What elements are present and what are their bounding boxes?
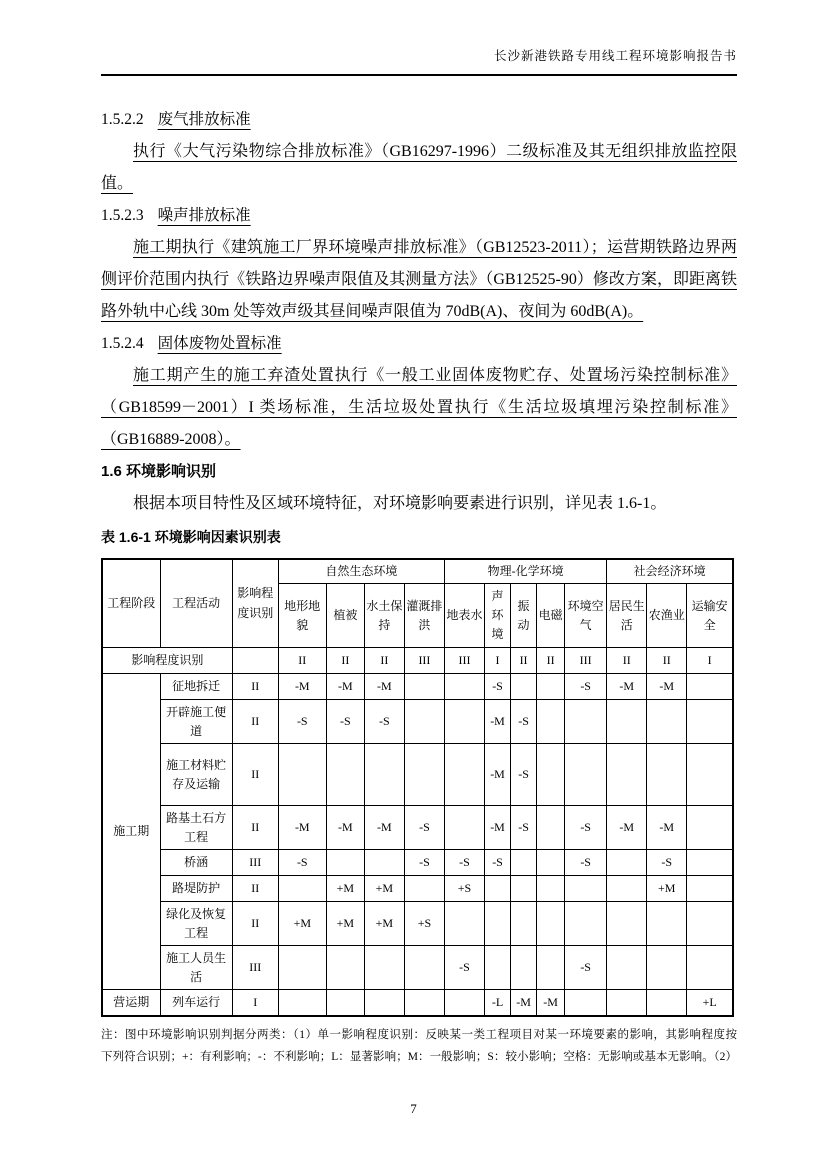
table-cell: -M xyxy=(647,806,687,850)
table-cell: -M xyxy=(326,806,364,850)
table-cell: I xyxy=(485,648,511,674)
table-cell xyxy=(444,700,484,744)
table-cell: -M xyxy=(607,806,647,850)
table-cell: -S xyxy=(364,700,404,744)
table-cell: -S xyxy=(404,806,444,850)
table-cell: -M xyxy=(485,700,511,744)
table-cell xyxy=(444,990,484,1016)
table-cell xyxy=(364,946,404,990)
table-cell xyxy=(444,744,484,806)
table-cell: III xyxy=(404,648,444,674)
header-degree: 影响程度识别 xyxy=(232,559,278,648)
document-title: 长沙新港铁路专用线工程环境影响报告书 xyxy=(493,49,737,63)
header-factor: 水土保持 xyxy=(364,584,404,648)
table-cell: -M xyxy=(364,674,404,700)
table-cell xyxy=(537,674,565,700)
table-cell: -S xyxy=(485,850,511,876)
section-number: 1.5.2.4 xyxy=(101,335,144,352)
table-cell: -M xyxy=(511,990,537,1016)
section-heading-1523 xyxy=(101,200,737,232)
activity-cell: 路堤防护 xyxy=(160,876,232,902)
section-heading-16 xyxy=(101,456,737,488)
degree-identification-row xyxy=(102,648,733,674)
table-cell: -S xyxy=(278,700,326,744)
table-cell: +S xyxy=(404,902,444,946)
table-cell xyxy=(687,876,733,902)
table-cell: +S xyxy=(444,876,484,902)
table-cell xyxy=(511,876,537,902)
table-cell xyxy=(647,990,687,1016)
table-cell: -S xyxy=(444,946,484,990)
section-paragraph-1523 xyxy=(101,232,737,328)
degree-cell: I xyxy=(232,990,278,1016)
header-factor: 植被 xyxy=(326,584,364,648)
section-paragraph-1522 xyxy=(101,136,737,200)
table-cell: +M xyxy=(326,876,364,902)
table-cell: -S xyxy=(647,850,687,876)
table-cell xyxy=(485,902,511,946)
table-row xyxy=(102,700,733,744)
table-cell xyxy=(511,850,537,876)
table-cell: -S xyxy=(511,806,537,850)
table-cell xyxy=(485,876,511,902)
stage-label-operation: 营运期 xyxy=(102,990,160,1016)
section-number: 1.5.2.3 xyxy=(101,207,144,224)
paragraph-text: 施工期执行《建筑施工厂界环境噪声排放标准》（GB12523-2011）；运营期铁路边界两侧评价范围内执行《铁路边界噪声限值及其测量方法》（GB12525-90）修改方案，即距离铁路外轨中心线 30m 处等效声级其昼间噪声限值为 70dB(A)、夜间为 60dB(A)。 xyxy=(101,239,737,320)
table-cell: III xyxy=(565,648,607,674)
table-cell xyxy=(607,744,647,806)
table-cell: -M xyxy=(485,806,511,850)
page-number: 7 xyxy=(410,1101,417,1116)
table-caption: 表 1.6-1 环境影响因素识别表 xyxy=(101,529,281,545)
table-cell xyxy=(607,990,647,1016)
activity-cell: 施工材料贮存及运输 xyxy=(160,744,232,806)
table-cell xyxy=(687,674,733,700)
table-row xyxy=(102,876,733,902)
table-cell: -M xyxy=(326,674,364,700)
footnote-line-2: 下列符合识别；+：有利影响；-：不利影响；L：显著影响；M：一般影响；S：较小影响；空格：无影响或基本无影响。（2） xyxy=(101,1050,737,1063)
table-cell xyxy=(278,876,326,902)
table-cell: II xyxy=(364,648,404,674)
table-cell: -S xyxy=(404,850,444,876)
table-cell: +M xyxy=(326,902,364,946)
section-title: 噪声排放标准 xyxy=(157,207,251,224)
section-paragraph-16 xyxy=(101,488,737,520)
section-number: 1.5.2.2 xyxy=(101,111,144,128)
table-cell: -M xyxy=(364,806,404,850)
table-cell xyxy=(687,806,733,850)
header-factor: 地形地貌 xyxy=(278,584,326,648)
table-cell: -M xyxy=(607,674,647,700)
table-cell xyxy=(565,902,607,946)
header-group-physical: 物理-化学环境 xyxy=(444,559,606,584)
table-cell xyxy=(278,744,326,806)
table-cell xyxy=(537,700,565,744)
degree-cell: II xyxy=(232,674,278,700)
section-paragraph-1524 xyxy=(101,360,737,456)
table-cell xyxy=(565,990,607,1016)
table-cell: +L xyxy=(687,990,733,1016)
degree-cell: III xyxy=(232,850,278,876)
table-cell: -S xyxy=(485,674,511,700)
table-cell xyxy=(364,850,404,876)
table-cell: II xyxy=(511,648,537,674)
table-cell xyxy=(278,946,326,990)
table-row xyxy=(102,744,733,806)
table-row xyxy=(102,902,733,946)
header-factor: 居民生活 xyxy=(607,584,647,648)
activity-cell: 征地拆迁 xyxy=(160,674,232,700)
table-cell xyxy=(687,946,733,990)
table-cell xyxy=(687,700,733,744)
header-factor: 声环境 xyxy=(485,584,511,648)
section-heading-1524 xyxy=(101,328,737,360)
table-cell xyxy=(485,946,511,990)
table-cell: II xyxy=(647,648,687,674)
table-cell xyxy=(537,806,565,850)
activity-cell: 桥涵 xyxy=(160,850,232,876)
table-cell xyxy=(647,946,687,990)
table-cell: -M xyxy=(278,806,326,850)
section-number: 1.6 xyxy=(101,463,122,480)
table-row xyxy=(102,946,733,990)
table-cell: +M xyxy=(647,876,687,902)
table-cell xyxy=(647,902,687,946)
degree-cell: III xyxy=(232,946,278,990)
degree-cell: II xyxy=(232,902,278,946)
table-cell xyxy=(687,902,733,946)
table-cell: II xyxy=(537,648,565,674)
activity-cell: 路基土石方工程 xyxy=(160,806,232,850)
table-row xyxy=(102,806,733,850)
table-cell: -M xyxy=(278,674,326,700)
table-row xyxy=(102,674,733,700)
header-group-natural: 自然生态环境 xyxy=(278,559,444,584)
table-cell: +M xyxy=(364,902,404,946)
section-title: 废气排放标准 xyxy=(157,111,251,128)
table-cell xyxy=(326,744,364,806)
table-cell xyxy=(607,946,647,990)
header-stage: 工程阶段 xyxy=(102,559,160,648)
table-cell xyxy=(537,946,565,990)
paragraph-text: 施工期产生的施工弃渣处置执行《一般工业固体废物贮存、处置场污染控制标准》（GB18599－2001）I 类场标准，生活垃圾处置执行《生活垃圾填埋污染控制标准》（GB16889-2008）。 xyxy=(101,367,737,448)
section-title: 环境影响识别 xyxy=(126,463,217,480)
table-cell: -S xyxy=(565,674,607,700)
table-row xyxy=(102,850,733,876)
table-cell: -S xyxy=(326,700,364,744)
table-cell xyxy=(444,806,484,850)
table-cell xyxy=(444,674,484,700)
table-cell xyxy=(537,876,565,902)
table-cell: -S xyxy=(565,946,607,990)
table-footnote xyxy=(101,1024,737,1068)
activity-cell: 列车运行 xyxy=(160,990,232,1016)
table-cell: III xyxy=(444,648,484,674)
table-cell xyxy=(326,990,364,1016)
table-cell xyxy=(687,850,733,876)
table-cell: -S xyxy=(511,700,537,744)
table-cell xyxy=(647,700,687,744)
impact-identification-table xyxy=(101,558,734,1017)
table-cell xyxy=(364,744,404,806)
header-factor: 环境空气 xyxy=(565,584,607,648)
table-cell xyxy=(687,744,733,806)
table-cell: -M xyxy=(647,674,687,700)
table-cell xyxy=(444,902,484,946)
table-cell xyxy=(511,902,537,946)
table-group-header-row xyxy=(102,559,733,584)
table-cell xyxy=(537,744,565,806)
table-row xyxy=(102,990,733,1016)
table-cell: -S xyxy=(565,806,607,850)
table-cell xyxy=(607,700,647,744)
table-cell: -S xyxy=(278,850,326,876)
table-cell: -S xyxy=(565,850,607,876)
table-cell xyxy=(565,700,607,744)
table-cell xyxy=(511,674,537,700)
table-cell xyxy=(232,648,278,674)
table-cell xyxy=(537,902,565,946)
header-group-social: 社会经济环境 xyxy=(607,559,733,584)
table-cell xyxy=(565,744,607,806)
degree-cell: II xyxy=(232,700,278,744)
table-cell xyxy=(278,990,326,1016)
activity-cell: 施工人员生活 xyxy=(160,946,232,990)
degree-row-label: 影响程度识别 xyxy=(102,648,232,674)
paragraph-text: 根据本项目特性及区域环境特征，对环境影响要素进行识别，详见表 1.6-1。 xyxy=(133,495,667,512)
table-cell: -M xyxy=(485,744,511,806)
table-cell xyxy=(364,990,404,1016)
table-cell: II xyxy=(326,648,364,674)
section-title: 固体废物处置标准 xyxy=(157,335,282,352)
table-cell xyxy=(404,700,444,744)
table-cell: -L xyxy=(485,990,511,1016)
degree-cell: II xyxy=(232,744,278,806)
section-heading-1522 xyxy=(101,104,737,136)
header-factor: 农渔业 xyxy=(647,584,687,648)
activity-cell: 绿化及恢复工程 xyxy=(160,902,232,946)
table-cell xyxy=(647,744,687,806)
table-cell: -S xyxy=(444,850,484,876)
table-cell xyxy=(565,876,607,902)
table-cell xyxy=(511,946,537,990)
table-cell xyxy=(607,876,647,902)
table-cell: I xyxy=(687,648,733,674)
table-cell xyxy=(607,850,647,876)
header-factor: 振动 xyxy=(511,584,537,648)
header-activity: 工程活动 xyxy=(160,559,232,648)
table-cell xyxy=(404,990,444,1016)
footnote-line-1: 注：图中环境影响识别判据分两类：（1）单一影响程度识别：反映某一类工程项目对某一环境要素的影响，其影响程度按 xyxy=(101,1028,737,1041)
stage-label-construction: 施工期 xyxy=(102,674,160,990)
table-cell: +M xyxy=(278,902,326,946)
table-cell: II xyxy=(278,648,326,674)
table-cell xyxy=(404,674,444,700)
table-cell xyxy=(404,744,444,806)
degree-cell: II xyxy=(232,806,278,850)
activity-cell: 开辟施工便道 xyxy=(160,700,232,744)
header-factor: 电磁 xyxy=(537,584,565,648)
table-cell xyxy=(326,850,364,876)
table-cell xyxy=(537,850,565,876)
table-cell: II xyxy=(607,648,647,674)
page-content xyxy=(101,104,737,1068)
page-header xyxy=(101,46,737,76)
header-factor: 地表水 xyxy=(444,584,484,648)
header-factor: 灌溉排洪 xyxy=(404,584,444,648)
table-cell xyxy=(404,946,444,990)
table-cell xyxy=(326,946,364,990)
degree-cell: II xyxy=(232,876,278,902)
table-cell: -S xyxy=(511,744,537,806)
header-factor: 运输安全 xyxy=(687,584,733,648)
table-cell xyxy=(404,876,444,902)
paragraph-text: 执行《大气污染物综合排放标准》（GB16297-1996）二级标准及其无组织排放监控限值。 xyxy=(101,143,737,192)
table-cell xyxy=(607,902,647,946)
table-cell: -M xyxy=(537,990,565,1016)
table-cell: +M xyxy=(364,876,404,902)
